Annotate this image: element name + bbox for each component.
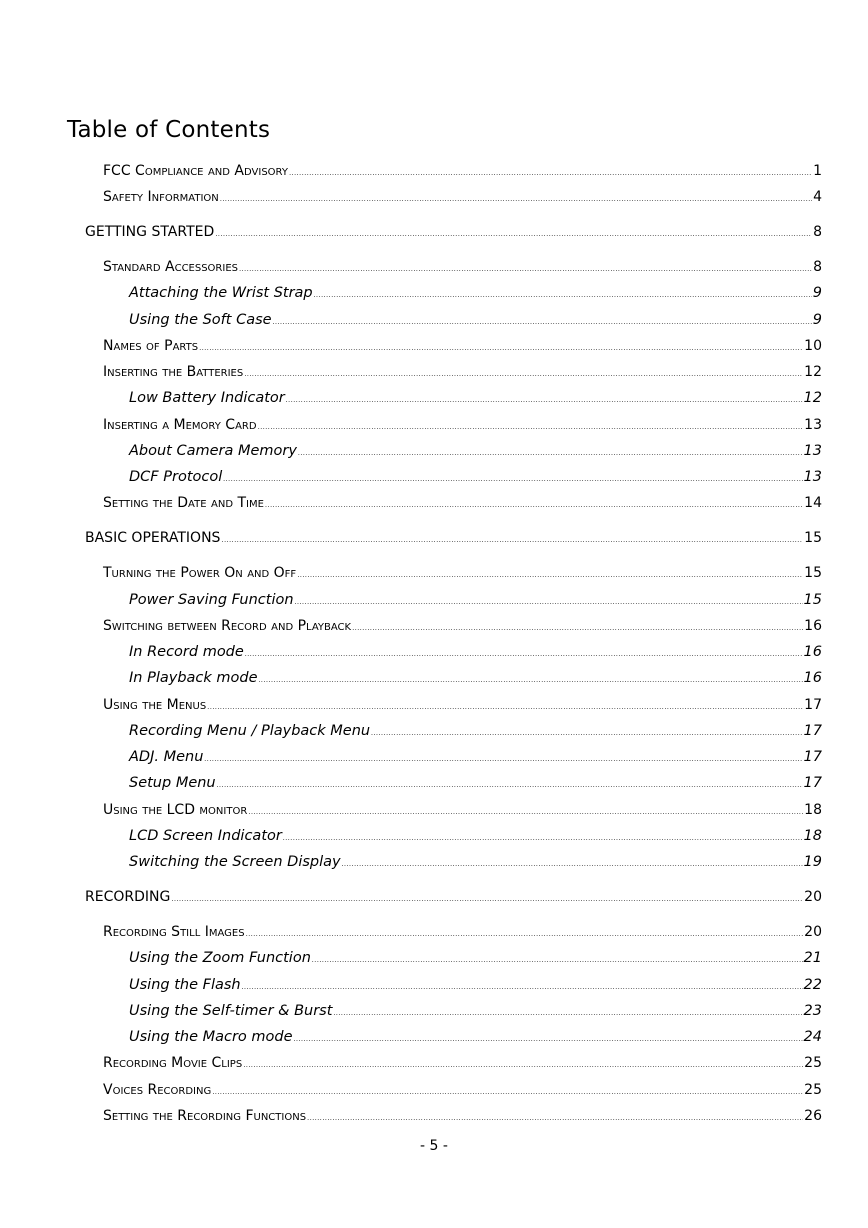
toc-entry[interactable] bbox=[103, 365, 822, 379]
toc-entry-label: Recording Movie Clips bbox=[103, 1055, 243, 1071]
toc-entry-page: 13 bbox=[804, 417, 822, 433]
toc-entry[interactable] bbox=[103, 190, 822, 204]
toc-entry-label: Setup Menu bbox=[129, 775, 216, 791]
toc-entry[interactable] bbox=[103, 496, 822, 510]
dot-leader bbox=[297, 572, 803, 579]
toc-entry-page: 17 bbox=[803, 749, 822, 765]
dot-leader bbox=[171, 896, 803, 903]
toc-entry[interactable] bbox=[103, 1109, 822, 1123]
dot-leader bbox=[212, 1089, 803, 1096]
toc-entry-page: 9 bbox=[812, 285, 822, 301]
toc-entry[interactable] bbox=[103, 339, 822, 353]
dot-leader bbox=[371, 730, 802, 737]
toc-entry-page: 17 bbox=[804, 697, 822, 713]
toc-entry-page: 21 bbox=[803, 950, 822, 966]
dot-leader bbox=[294, 1036, 803, 1043]
toc-entry[interactable] bbox=[129, 470, 822, 485]
page-number-footer: - 5 - bbox=[420, 1138, 448, 1154]
toc-entry-page: 17 bbox=[803, 723, 822, 739]
toc-entry-page: 23 bbox=[803, 1003, 822, 1019]
toc-entry[interactable] bbox=[103, 164, 822, 178]
toc-entry-label: Using the Macro mode bbox=[129, 1029, 293, 1045]
dot-leader bbox=[265, 502, 803, 509]
toc-entry[interactable] bbox=[129, 750, 822, 765]
toc-entry-label: In Playback mode bbox=[129, 670, 258, 686]
toc-entry-page: 15 bbox=[804, 530, 822, 546]
toc-entry-label: In Record mode bbox=[129, 644, 244, 660]
toc-entry-page: 20 bbox=[804, 924, 822, 940]
toc-entry[interactable] bbox=[103, 698, 822, 712]
dot-leader bbox=[199, 345, 803, 352]
toc-entry[interactable] bbox=[129, 855, 822, 870]
toc-entry[interactable] bbox=[103, 925, 822, 939]
toc-entry[interactable] bbox=[129, 391, 822, 406]
toc-entry-label: Safety Information bbox=[103, 189, 219, 205]
toc-entry[interactable] bbox=[129, 776, 822, 791]
dot-leader bbox=[289, 170, 812, 177]
toc-entry-page: 26 bbox=[804, 1108, 822, 1124]
dot-leader bbox=[342, 861, 803, 868]
toc-entry[interactable] bbox=[103, 418, 822, 432]
dot-leader bbox=[217, 782, 803, 789]
toc-entry-page: 18 bbox=[803, 828, 822, 844]
toc-title: Table of Contents bbox=[67, 117, 271, 143]
dot-leader bbox=[242, 984, 803, 991]
toc-entry-label: LCD Screen Indicator bbox=[129, 828, 282, 844]
toc-entry-label: Using the Soft Case bbox=[129, 312, 272, 328]
toc-entry[interactable] bbox=[103, 1083, 822, 1097]
toc-entry-page: 22 bbox=[803, 977, 822, 993]
toc-entry-label: Switching between Record and Playback bbox=[103, 618, 352, 634]
toc-entry-page: 13 bbox=[803, 443, 822, 459]
toc-entry[interactable] bbox=[103, 260, 822, 274]
dot-leader bbox=[259, 677, 803, 684]
dot-leader bbox=[307, 1115, 803, 1122]
dot-leader bbox=[246, 931, 804, 938]
toc-entry-page: 16 bbox=[803, 644, 822, 660]
toc-entry-label: Recording Menu / Playback Menu bbox=[129, 723, 371, 739]
toc-entry-page: 9 bbox=[812, 312, 822, 328]
toc-entry-label: Names of Parts bbox=[103, 338, 199, 354]
toc-entry-label: Using the LCD monitor bbox=[103, 802, 248, 818]
toc-entry[interactable] bbox=[129, 645, 822, 660]
toc-entry-label: DCF Protocol bbox=[129, 469, 223, 485]
toc-entry-page: 4 bbox=[813, 189, 822, 205]
toc-entry-label: GETTING STARTED bbox=[85, 224, 215, 240]
toc-entry-page: 20 bbox=[804, 889, 822, 905]
toc-entry-page: 25 bbox=[804, 1055, 822, 1071]
toc-entry-page: 16 bbox=[803, 670, 822, 686]
toc-entry-label: Standard Accessories bbox=[103, 259, 238, 275]
toc-entry[interactable] bbox=[129, 593, 822, 608]
toc-entry-page: 12 bbox=[803, 390, 822, 406]
dot-leader bbox=[312, 957, 803, 964]
toc-entry-page: 18 bbox=[804, 802, 822, 818]
dot-leader bbox=[273, 319, 812, 326]
dot-leader bbox=[352, 625, 803, 632]
toc-entry-label: BASIC OPERATIONS bbox=[85, 530, 221, 546]
toc-entry-page: 10 bbox=[804, 338, 822, 354]
dot-leader bbox=[243, 1062, 803, 1069]
toc-entry-label: Using the Flash bbox=[129, 977, 241, 993]
toc-entry[interactable] bbox=[129, 978, 822, 993]
dot-leader bbox=[314, 292, 812, 299]
toc-entry-page: 15 bbox=[803, 592, 822, 608]
toc-entry-page: 15 bbox=[804, 565, 822, 581]
dot-leader bbox=[333, 1010, 802, 1017]
toc-entry[interactable] bbox=[129, 724, 822, 739]
toc-entry-label: RECORDING bbox=[85, 889, 171, 905]
toc-entry-label: ADJ. Menu bbox=[129, 749, 204, 765]
toc-entry[interactable] bbox=[129, 1030, 822, 1045]
toc-entry[interactable] bbox=[85, 225, 822, 239]
dot-leader bbox=[298, 450, 803, 457]
toc-entry[interactable] bbox=[85, 890, 822, 904]
dot-leader bbox=[207, 704, 803, 711]
toc-entry-label: Turning the Power On and Off bbox=[103, 565, 297, 581]
toc-entry-label: Using the Self-timer & Burst bbox=[129, 1003, 333, 1019]
dot-leader bbox=[248, 809, 803, 816]
dot-leader bbox=[244, 371, 803, 378]
toc-entry-label: Using the Zoom Function bbox=[129, 950, 311, 966]
toc-entry-label: Inserting the Batteries bbox=[103, 364, 244, 380]
dot-leader bbox=[220, 196, 812, 203]
toc-entry[interactable] bbox=[103, 1056, 822, 1070]
toc-entry[interactable] bbox=[85, 531, 822, 545]
toc-entry-page: 24 bbox=[803, 1029, 822, 1045]
toc-entry-label: Attaching the Wrist Strap bbox=[129, 285, 313, 301]
dot-leader bbox=[221, 537, 803, 544]
dot-leader bbox=[295, 599, 803, 606]
toc-entry[interactable] bbox=[129, 1004, 822, 1019]
toc-entry-page: 8 bbox=[813, 259, 822, 275]
toc-entry[interactable] bbox=[129, 829, 822, 844]
toc-entry[interactable] bbox=[103, 566, 822, 580]
toc-entry-label: FCC Compliance and Advisory bbox=[103, 163, 288, 179]
toc-entry[interactable] bbox=[129, 286, 822, 301]
toc-entry-label: Voices Recording bbox=[103, 1082, 212, 1098]
toc-entry-label: Switching the Screen Display bbox=[129, 854, 341, 870]
dot-leader bbox=[283, 835, 803, 842]
dot-leader bbox=[286, 397, 803, 404]
toc-entry[interactable] bbox=[129, 671, 822, 686]
toc-entry[interactable] bbox=[129, 951, 822, 966]
toc-entry-page: 13 bbox=[803, 469, 822, 485]
toc-entry[interactable] bbox=[103, 619, 822, 633]
toc-entry[interactable] bbox=[103, 803, 822, 817]
toc-entry-label: Setting the Date and Time bbox=[103, 495, 264, 511]
toc-entry-page: 1 bbox=[813, 163, 822, 179]
toc-entry[interactable] bbox=[129, 313, 822, 328]
toc-entry-label: Using the Menus bbox=[103, 697, 207, 713]
toc-entry-label: Recording Still Images bbox=[103, 924, 245, 940]
toc-entry-label: Inserting a Memory Card bbox=[103, 417, 257, 433]
toc-entry-page: 16 bbox=[804, 618, 822, 634]
toc-entry-page: 25 bbox=[804, 1082, 822, 1098]
toc-entry[interactable] bbox=[129, 444, 822, 459]
dot-leader bbox=[258, 424, 804, 431]
toc-entry-page: 17 bbox=[803, 775, 822, 791]
dot-leader bbox=[223, 476, 802, 483]
toc-entry-label: About Camera Memory bbox=[129, 443, 297, 459]
toc-entry-label: Power Saving Function bbox=[129, 592, 294, 608]
dot-leader bbox=[204, 756, 802, 763]
toc-entry-page: 8 bbox=[813, 224, 822, 240]
dot-leader bbox=[215, 231, 812, 238]
toc-entry-label: Low Battery Indicator bbox=[129, 390, 285, 406]
dot-leader bbox=[245, 651, 803, 658]
toc-entry-page: 12 bbox=[804, 364, 822, 380]
toc-entry-page: 19 bbox=[803, 854, 822, 870]
toc-entry-page: 14 bbox=[804, 495, 822, 511]
toc-entry-label: Setting the Recording Functions bbox=[103, 1108, 307, 1124]
dot-leader bbox=[239, 266, 812, 273]
